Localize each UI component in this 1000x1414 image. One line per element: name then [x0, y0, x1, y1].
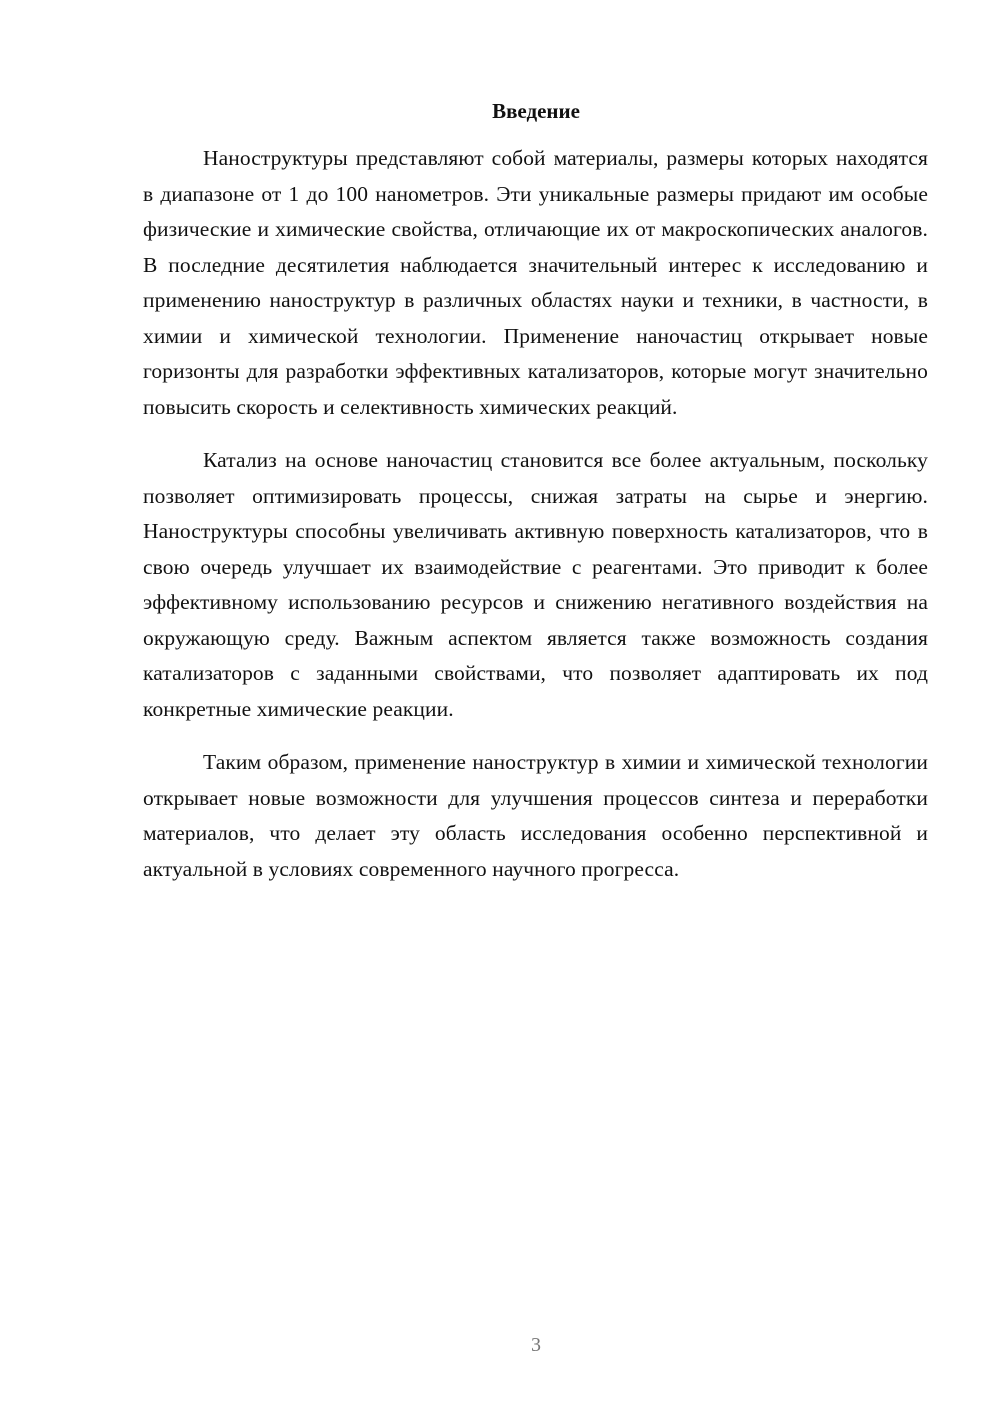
section-heading: Введение [492, 99, 580, 123]
page-number: 3 [531, 1334, 541, 1356]
paragraph-3: Таким образом, применение наноструктур в химии и химической технологии открывает новые возможности для улучшения процессов синтеза и переработки материалов, что делает эту область исследования особенно перспективной и актуальной в условиях современного научного прогресса. [143, 750, 928, 881]
paragraph-1: Наноструктуры представляют собой материалы, размеры которых находятся в диапазоне от 1 до 100 нанометров. Эти уникальные размеры придают им особые физические и химические свойства, отличающие их от макроскопических аналогов. В последние десятилетия наблюдается значительный интерес к исследованию и применению наноструктур в различных областях науки и техники, в частности, в химии и химической технологии. Применение наночастиц открывает новые горизонты для разработки эффективных катализаторов, которые могут значительно повысить скорость и селективность химических реакций. [143, 146, 928, 419]
paragraph-2: Катализ на основе наночастиц становится все более актуальным, поскольку позволяет оптимизировать процессы, снижая затраты на сырье и энергию. Наноструктуры способны увеличивать активную поверхность катализаторов, что в свою очередь улучшает их взаимодействие с реагентами. Это приводит к более эффективному использованию ресурсов и снижению негативного воздействия на окружающую среду. Важным аспектом является также возможность создания катализаторов с заданными свойствами, что позволяет адаптировать их под конкретные химические реакции. [143, 448, 928, 721]
body-text [143, 141, 928, 905]
